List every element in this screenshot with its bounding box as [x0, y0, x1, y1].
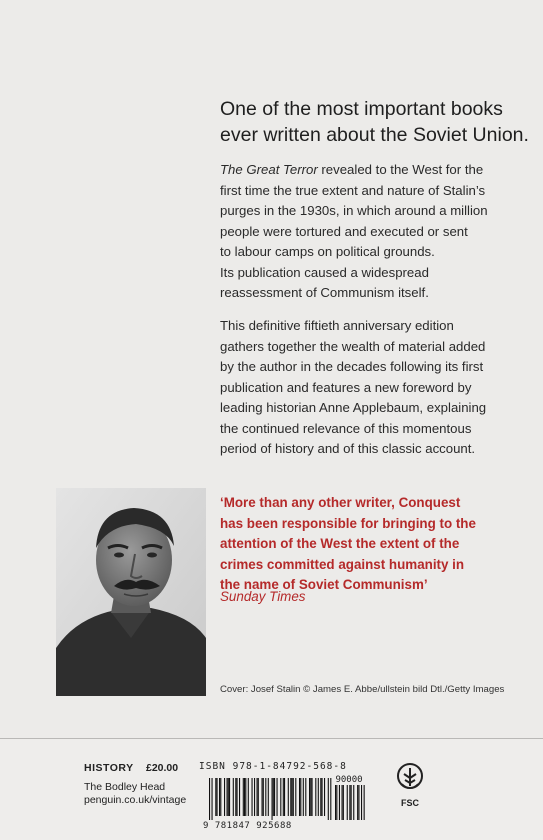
barcode-bar — [227, 778, 228, 816]
description-line: leading historian Anne Applebaum, explaining — [220, 400, 487, 415]
barcode-digits: 9 781847 925688 — [203, 821, 292, 830]
barcode-bar — [212, 778, 213, 820]
barcode-bar — [303, 778, 304, 816]
barcode-addon-bar — [342, 785, 343, 820]
barcode-bar — [215, 778, 216, 816]
headline — [220, 96, 530, 148]
barcode-bar — [233, 778, 234, 816]
description-line — [220, 160, 530, 181]
barcode-bar — [244, 778, 245, 816]
publisher-website: penguin.co.uk/vintage — [84, 794, 187, 806]
description-line: period of history and of this classic account. — [220, 441, 476, 456]
genre-label: HISTORY — [84, 762, 134, 774]
description-line: gathers together the wealth of material added — [220, 338, 486, 354]
barcode-bar — [220, 778, 221, 816]
description-line: to labour camps on political grounds. — [220, 244, 435, 259]
barcode-bar — [283, 778, 284, 816]
barcode-bar — [324, 778, 325, 816]
barcode-addon-bar — [335, 785, 336, 820]
barcode-bar — [237, 778, 238, 816]
barcode-addon-bar — [349, 785, 350, 820]
barcode-addon-bar — [347, 785, 348, 820]
review-quote — [220, 493, 530, 596]
description-line: reassessment of Communism itself. — [220, 285, 429, 300]
description-paragraph-1 — [220, 160, 530, 304]
barcode-bar — [320, 778, 321, 816]
barcode-bar — [272, 778, 273, 820]
portrait-illustration — [56, 488, 206, 696]
barcode-addon-bar — [357, 785, 358, 820]
barcode-bar — [229, 778, 230, 816]
barcode-addon-bar — [364, 785, 365, 820]
barcode-bar — [252, 778, 253, 816]
barcode-bar — [239, 778, 240, 816]
barcode-addon-bar — [336, 785, 337, 820]
publisher-info — [84, 781, 186, 807]
barcode-bar — [257, 778, 258, 816]
barcode-bar — [310, 778, 311, 816]
barcode-bar — [292, 778, 293, 816]
cover-credit: Cover: Josef Stalin © James E. Abbe/ullstein bild Dtl./Getty Images — [220, 684, 505, 695]
barcode-bar — [224, 778, 225, 816]
description-line-rest: revealed to the West for the — [317, 162, 484, 177]
barcode-bar — [299, 778, 300, 816]
barcode-bar — [263, 778, 264, 816]
barcode-bar — [235, 778, 236, 816]
stalin-portrait-image — [56, 488, 206, 696]
description-line: the continued relevance of this momentous — [220, 420, 472, 436]
barcode-addon-bar — [339, 785, 340, 820]
barcode-bar — [318, 778, 319, 816]
barcode-bar — [262, 778, 263, 816]
book-title: The Great Terror — [220, 162, 318, 177]
description-line: publication and features a new foreword by — [220, 379, 472, 395]
barcode-bar — [293, 778, 294, 816]
barcode-bar — [243, 778, 244, 816]
quote-line: the name of Soviet Communism’ — [220, 577, 428, 592]
publisher-name: The Bodley Head — [84, 781, 166, 793]
barcode-bar — [315, 778, 316, 816]
barcode-addon-bar — [353, 785, 354, 820]
barcode-addon-bar — [358, 785, 359, 820]
barcode — [203, 774, 373, 830]
description-line: This definitive fiftieth anniversary edition — [220, 318, 454, 333]
barcode-bar — [328, 778, 329, 820]
fsc-tree-logo-icon — [392, 762, 428, 812]
description-line: Its publication caused a widespread — [220, 264, 429, 280]
quote-source: Sunday Times — [220, 589, 306, 604]
quote-line: has been responsible for bringing to the — [220, 515, 476, 531]
price-label: £20.00 — [146, 762, 179, 774]
barcode-bar — [245, 778, 246, 816]
barcode-bar — [248, 778, 249, 816]
barcode-bar — [277, 778, 278, 816]
description-paragraph-2 — [220, 316, 530, 460]
isbn-label: ISBN 978-1-84792-568-8 — [199, 761, 347, 772]
barcode-bar — [265, 778, 266, 816]
description-line: people were tortured and executed or sent — [220, 223, 468, 239]
barcode-bar — [330, 778, 331, 820]
barcode-bar — [300, 778, 301, 816]
barcode-addon-bar — [343, 785, 344, 820]
quote-line: crimes committed against humanity in — [220, 556, 465, 572]
description-line: first time the true extent and nature of Stalin’s — [220, 182, 486, 198]
barcode-bar — [284, 778, 285, 816]
barcode-bar — [305, 778, 306, 816]
headline-line: One of the most important books — [220, 98, 503, 120]
barcode-bar — [312, 778, 313, 816]
quote-line: attention of the West the extent of the — [220, 536, 460, 551]
barcode-bar — [217, 778, 218, 816]
barcode-bar — [322, 778, 323, 816]
barcode-bar — [219, 778, 220, 816]
barcode-bar — [309, 778, 310, 816]
barcode-bar — [295, 778, 296, 816]
barcode-bar — [288, 778, 289, 816]
barcode-bar — [258, 778, 259, 816]
barcode-bar — [290, 778, 291, 816]
barcode-bar — [280, 778, 281, 816]
barcode-bar — [274, 778, 275, 816]
barcode-addon-digits: 90000 — [335, 775, 363, 785]
description-line: purges in the 1930s, in which around a million — [220, 203, 488, 218]
barcode-bar — [228, 778, 229, 816]
barcode-bar — [273, 778, 274, 816]
description-line: by the author in the decades following its first — [220, 359, 484, 374]
barcode-addon-bar — [361, 785, 362, 820]
barcode-bar — [268, 778, 269, 816]
quote-line: ‘More than any other writer, Conquest — [220, 495, 461, 510]
barcode-bar — [209, 778, 210, 820]
headline-line: ever written about the Soviet Union. — [220, 124, 529, 146]
fsc-label: FSC — [401, 798, 419, 808]
barcode-addon-bar — [351, 785, 352, 820]
barcode-bar — [254, 778, 255, 816]
